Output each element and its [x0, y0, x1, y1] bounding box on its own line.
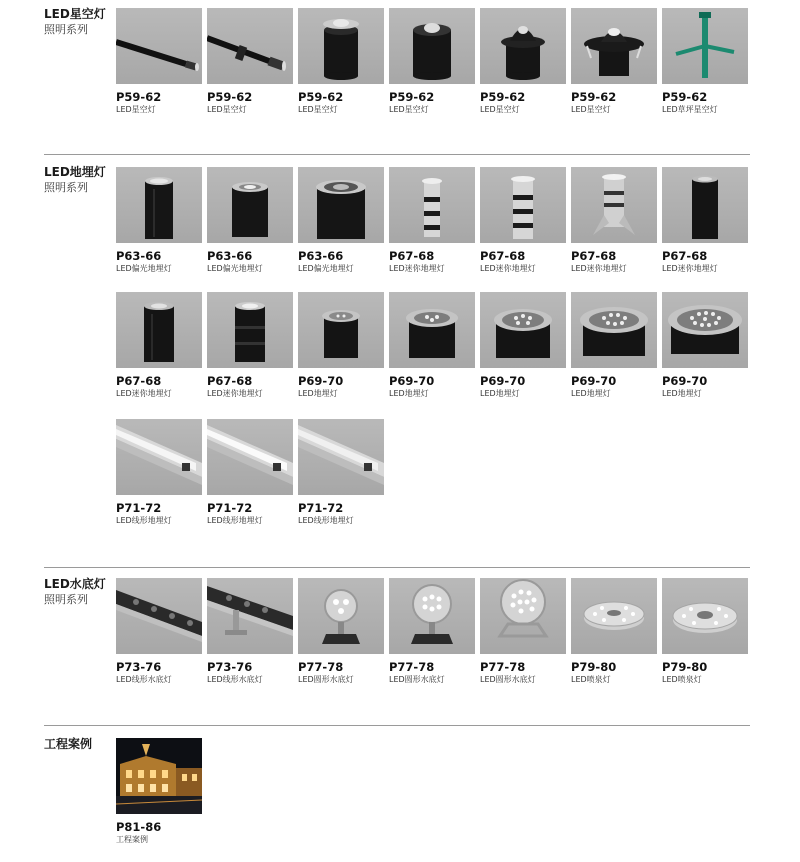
- linear-inground-light-icon: [298, 419, 384, 495]
- product-code: P59-62: [571, 90, 617, 104]
- product-code: P77-78: [480, 660, 526, 674]
- inground-multi-led-icon: [571, 292, 657, 368]
- linear-inground-light-icon: [116, 419, 202, 495]
- mini-tall-light-icon: [662, 167, 748, 243]
- product-caption: LED线形地埋灯: [298, 516, 354, 525]
- product-code: P69-70: [298, 374, 344, 388]
- product-code: P59-62: [207, 90, 253, 104]
- product-code: P73-76: [207, 660, 253, 674]
- linear-underwater-light-icon: [116, 578, 202, 654]
- product-code: P71-72: [298, 501, 344, 515]
- product-caption: LED喷泉灯: [662, 675, 702, 684]
- inground-light-medium-icon: [389, 292, 475, 368]
- product-code: P69-70: [571, 374, 617, 388]
- product-caption: LED圆形水底灯: [480, 675, 536, 684]
- inground-light-small-icon: [298, 292, 384, 368]
- section-divider: [44, 725, 750, 726]
- round-underwater-light-icon: [298, 578, 384, 654]
- product-caption: LED偏光地埋灯: [116, 264, 172, 273]
- product-code: P67-68: [116, 374, 162, 388]
- product-caption: LED地埋灯: [662, 389, 702, 398]
- product-code: P71-72: [207, 501, 253, 515]
- product-caption: LED迷你地埋灯: [480, 264, 536, 273]
- inground-light-icon: [207, 167, 293, 243]
- rod-light-icon: [116, 8, 202, 84]
- product-code: P59-62: [480, 90, 526, 104]
- inground-multi-led-icon: [662, 292, 748, 368]
- product-code: P67-68: [207, 374, 253, 388]
- star-light-prism-icon: [298, 8, 384, 84]
- fountain-light-icon: [662, 578, 748, 654]
- product-code: P69-70: [389, 374, 435, 388]
- product-caption: LED线形水底灯: [116, 675, 172, 684]
- star-light-dome-icon: [389, 8, 475, 84]
- night-building-photo-icon: [116, 738, 202, 814]
- product-caption: LED草坪星空灯: [662, 105, 718, 114]
- product-code: P79-80: [571, 660, 617, 674]
- product-code: P63-66: [298, 249, 344, 263]
- product-caption: LED迷你地埋灯: [207, 389, 263, 398]
- product-code: P67-68: [571, 249, 617, 263]
- section-title: 工程案例: [44, 737, 93, 751]
- mini-tall-light-icon: [116, 292, 202, 368]
- product-caption: LED星空灯: [389, 105, 429, 114]
- product-code: P77-78: [298, 660, 344, 674]
- section-subtitle: 照明系列: [44, 181, 88, 194]
- product-caption: LED星空灯: [298, 105, 338, 114]
- fountain-light-icon: [571, 578, 657, 654]
- product-code: P73-76: [116, 660, 162, 674]
- product-caption: LED线形水底灯: [207, 675, 263, 684]
- product-caption: LED星空灯: [207, 105, 247, 114]
- product-code: P59-62: [116, 90, 162, 104]
- product-caption: LED圆形水底灯: [389, 675, 445, 684]
- section-title: LED星空灯: [44, 7, 106, 21]
- product-caption: 工程案例: [116, 835, 148, 844]
- section-title: LED地埋灯: [44, 165, 106, 179]
- product-code: P69-70: [662, 374, 708, 388]
- product-code: P59-62: [662, 90, 708, 104]
- linear-inground-light-icon: [207, 419, 293, 495]
- product-caption: LED偏光地埋灯: [207, 264, 263, 273]
- section-divider: [44, 567, 750, 568]
- product-caption: LED圆形水底灯: [298, 675, 354, 684]
- round-underwater-light-icon: [480, 578, 566, 654]
- product-code: P59-62: [298, 90, 344, 104]
- product-code: P81-86: [116, 820, 162, 834]
- product-code: P77-78: [389, 660, 435, 674]
- section-divider: [44, 154, 750, 155]
- product-code: P71-72: [116, 501, 162, 515]
- mini-tall-light-icon: [207, 292, 293, 368]
- section-subtitle: 照明系列: [44, 23, 88, 36]
- product-caption: LED地埋灯: [571, 389, 611, 398]
- product-caption: LED喷泉灯: [571, 675, 611, 684]
- mini-ribbed-light-icon: [480, 167, 566, 243]
- product-code: P79-80: [662, 660, 708, 674]
- star-light-flange-icon: [571, 8, 657, 84]
- rod-light-collar-icon: [207, 8, 293, 84]
- product-caption: LED地埋灯: [480, 389, 520, 398]
- section-title: LED水底灯: [44, 577, 106, 591]
- product-caption: LED线形地埋灯: [116, 516, 172, 525]
- mini-ribbed-light-icon: [389, 167, 475, 243]
- wide-inground-light-icon: [298, 167, 384, 243]
- product-code: P67-68: [389, 249, 435, 263]
- product-caption: LED星空灯: [116, 105, 156, 114]
- product-caption: LED迷你地埋灯: [662, 264, 718, 273]
- product-caption: LED地埋灯: [389, 389, 429, 398]
- section-subtitle: 照明系列: [44, 593, 88, 606]
- product-code: P59-62: [389, 90, 435, 104]
- product-code: P67-68: [662, 249, 708, 263]
- tall-inground-light-icon: [116, 167, 202, 243]
- product-code: P67-68: [480, 249, 526, 263]
- product-code: P63-66: [116, 249, 162, 263]
- product-caption: LED迷你地埋灯: [116, 389, 172, 398]
- inground-multi-led-icon: [480, 292, 566, 368]
- star-light-lens-icon: [480, 8, 566, 84]
- product-caption: LED星空灯: [571, 105, 611, 114]
- product-caption: LED偏光地埋灯: [298, 264, 354, 273]
- round-underwater-light-icon: [389, 578, 475, 654]
- product-caption: LED地埋灯: [298, 389, 338, 398]
- product-code: P69-70: [480, 374, 526, 388]
- product-caption: LED线形地埋灯: [207, 516, 263, 525]
- product-code: P63-66: [207, 249, 253, 263]
- product-caption: LED迷你地埋灯: [389, 264, 445, 273]
- product-caption: LED星空灯: [480, 105, 520, 114]
- product-caption: LED迷你地埋灯: [571, 264, 627, 273]
- lawn-star-light-icon: [662, 8, 748, 84]
- linear-underwater-bracket-icon: [207, 578, 293, 654]
- mini-spike-light-icon: [571, 167, 657, 243]
